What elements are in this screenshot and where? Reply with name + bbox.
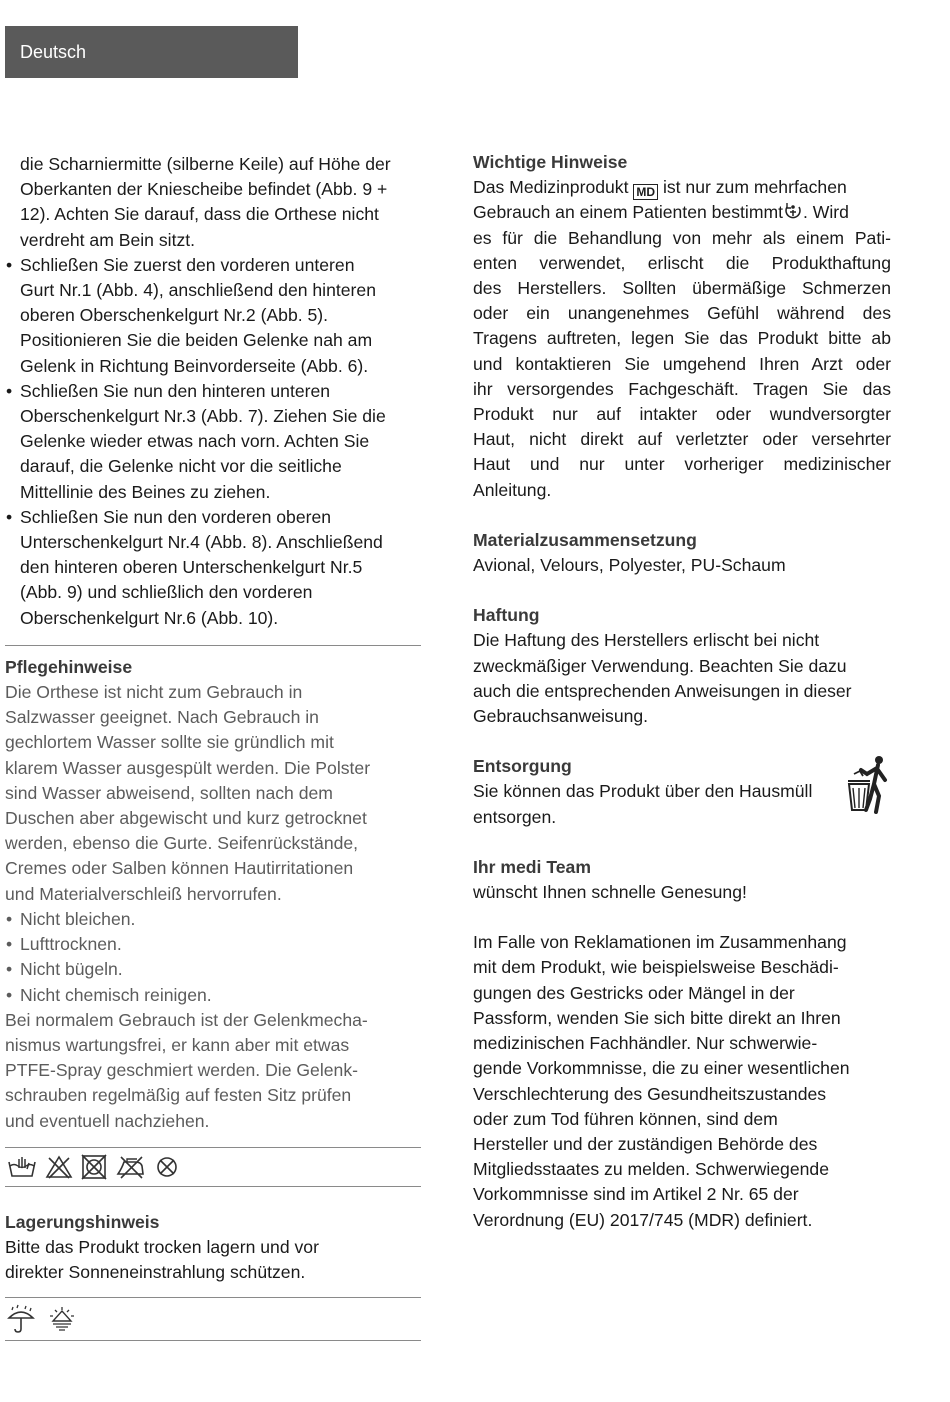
- text-line: Vorkommnisse sind im Artikel 2 Nr. 65 der: [473, 1184, 799, 1205]
- text-line: oberen Oberschenkelgurt Nr.2 (Abb. 5).: [20, 305, 329, 326]
- text-line: den hinteren oberen Unterschenkelgurt Nr.5: [20, 557, 363, 578]
- text-line: klarem Wasser ausgespült werden. Die Polster: [5, 757, 371, 778]
- keep-away-from-sunlight-icon: [47, 1304, 77, 1334]
- medical-device-md-icon: MD: [633, 184, 658, 200]
- text-line: gungen des Gestricks oder Mängel in der: [473, 982, 795, 1003]
- care-bullet-list: [5, 907, 421, 1008]
- text-line: Gebrauchsanweisung.: [473, 706, 649, 727]
- text-line: Passform, wenden Sie sich bitte direkt an Ihren: [473, 1007, 841, 1028]
- text-line: [473, 200, 891, 225]
- care-title: Pflegehinweise: [5, 656, 133, 677]
- list-item: • Nicht chemisch reinigen.: [5, 983, 421, 1008]
- text-line: Haut und nur unter vorheriger medizinischer: [473, 454, 891, 475]
- text-line: und kontaktieren Sie umgehend Ihren Arzt oder: [473, 353, 891, 374]
- text-line: und eventuell nachziehen.: [5, 1110, 210, 1131]
- single-patient-multiple-use-icon: [783, 201, 803, 221]
- text-line: gechlortem Wasser sollte sie gründlich mit: [5, 732, 334, 753]
- text-line: • Schließen Sie nun den vorderen oberen: [20, 506, 332, 527]
- team-title: Ihr medi Team: [473, 856, 591, 877]
- text-line: die Scharniermitte (silberne Keile) auf Höhe der: [20, 154, 391, 174]
- text-line: [473, 175, 891, 200]
- important-notes-title: Wichtige Hinweise: [473, 152, 628, 172]
- text-line: Mitgliedsstaates zu melden. Schwerwiegende: [473, 1159, 829, 1180]
- language-tab: Deutsch: [5, 26, 298, 78]
- text-line: Positionieren Sie die beiden Gelenke nah am: [20, 330, 373, 351]
- text-line: Die Haftung des Herstellers erlischt bei nicht: [473, 630, 820, 651]
- text-line: Verordnung (EU) 2017/745 (MDR) definiert.: [473, 1209, 813, 1230]
- list-item: [5, 253, 421, 379]
- text-line: und Materialverschleiß hervorrufen.: [5, 883, 282, 904]
- text-line: • Schließen Sie nun den hinteren unteren: [20, 380, 331, 401]
- no-tumble-dry-icon: [81, 1154, 107, 1180]
- list-item: [5, 379, 421, 505]
- text-line: Oberschenkelgurt Nr.6 (Abb. 10).: [20, 607, 279, 628]
- text-line: Produkt nur auf intakter oder wundversorgter: [473, 404, 891, 425]
- text-line: 12). Achten Sie darauf, dass die Orthese nicht: [20, 204, 379, 225]
- hand-wash-icon: [7, 1154, 37, 1180]
- list-item: • Nicht bügeln.: [5, 957, 421, 982]
- text-line: • Schließen Sie zuerst den vorderen unteren: [20, 254, 355, 275]
- text-line: darauf, die Gelenke nicht vor die seitliche: [20, 456, 342, 477]
- list-item: [5, 505, 421, 631]
- text-fragment: . Wird: [803, 202, 849, 223]
- text-fragment: ist nur zum mehrfachen: [662, 177, 847, 198]
- text-line: zweckmäßiger Verwendung. Beachten Sie dazu: [473, 655, 847, 676]
- no-dry-clean-icon: [155, 1154, 179, 1180]
- text-line: (Abb. 9) und schließlich den vorderen: [20, 582, 313, 603]
- text-line: schrauben regelmäßig auf festen Sitz prüfen: [5, 1085, 352, 1106]
- storage-title: Lagerungshinweis: [5, 1211, 160, 1232]
- fitting-steps-list: [5, 253, 421, 631]
- liability-section: [473, 603, 891, 729]
- text-line: verdreht am Bein sitzt.: [20, 229, 196, 250]
- list-item: • Lufttrocknen.: [5, 932, 421, 957]
- liability-title: Haftung: [473, 605, 540, 626]
- divider: [5, 1186, 421, 1187]
- text-line: Duschen aber abgewischt und kurz getrocknet: [5, 808, 367, 829]
- text-line: werden, ebenso die Gurte. Seifenrückstände,: [5, 833, 359, 854]
- text-line: Bei normalem Gebrauch ist der Gelenkmecha-: [5, 1009, 368, 1030]
- text-line: Tragens auftreten, legen Sie das Produkt bitte ab: [473, 328, 891, 349]
- text-line: Haut, nicht direkt auf verletzter oder versehrter: [473, 429, 891, 450]
- no-iron-icon: [115, 1154, 147, 1180]
- text-line: oder ein unangenehmes Gefühl während des: [473, 303, 891, 324]
- intro-paragraph: [5, 152, 421, 253]
- text-line: Im Falle von Reklamationen im Zusammenhang: [473, 932, 847, 953]
- complaints-section: [473, 930, 891, 1232]
- text-line: Oberkanten der Kniescheibe befindet (Abb. 9 +: [20, 179, 388, 200]
- team-section: [473, 855, 891, 905]
- text-line: auch die entsprechenden Anweisungen in dieser: [473, 680, 852, 701]
- text-line: Gurt Nr.1 (Abb. 4), anschließend den hinteren: [20, 280, 376, 301]
- text-line: Anleitung.: [473, 479, 552, 500]
- disposal-section: [473, 754, 891, 830]
- text-line: Verschlechterung des Gesundheitszustandes: [473, 1083, 827, 1104]
- text-line: des Herstellers. Sollten übermäßige Schmerzen: [473, 278, 891, 299]
- text-line: entsorgen.: [473, 806, 557, 827]
- team-text: wünscht Ihnen schnelle Genesung!: [473, 882, 747, 903]
- text-line: medizinischen Fachhändler. Nur schwerwie-: [473, 1033, 818, 1054]
- text-line: es für die Behandlung von mehr als einem Pati-: [473, 227, 891, 248]
- right-column: [473, 150, 891, 1233]
- keep-dry-icon: [7, 1304, 35, 1334]
- material-text: Avional, Velours, Polyester, PU-Schaum: [473, 555, 786, 576]
- text-line: Unterschenkelgurt Nr.4 (Abb. 8). Anschließend: [20, 532, 383, 553]
- text-line: Oberschenkelgurt Nr.3 (Abb. 7). Ziehen Sie die: [20, 406, 386, 427]
- household-waste-disposal-icon: [845, 754, 891, 814]
- text-line: Die Orthese ist nicht zum Gebrauch in: [5, 682, 303, 703]
- text-line: Cremes oder Salben können Hautirritationen: [5, 858, 354, 879]
- disposal-title: Entsorgung: [473, 756, 572, 777]
- text-line: oder zum Tod führen können, sind dem: [473, 1108, 778, 1129]
- material-section: [473, 528, 891, 578]
- text-line: mit dem Produkt, wie beispielsweise Beschädi-: [473, 957, 839, 978]
- text-line: Mittellinie des Beines zu ziehen.: [20, 481, 271, 502]
- text-line: gende Vorkommnisse, die zu einer wesentlichen: [473, 1058, 850, 1079]
- text-line: direkter Sonneneinstrahlung schützen.: [5, 1262, 306, 1283]
- no-bleach-icon: [45, 1154, 73, 1180]
- text-line: Hersteller und der zuständigen Behörde des: [473, 1133, 818, 1154]
- material-title: Materialzusammensetzung: [473, 529, 697, 550]
- text-line: enten verwendet, erlischt die Produkthaftung: [473, 252, 891, 273]
- text-fragment: Gebrauch an einem Patienten bestimmt: [473, 202, 784, 223]
- text-line: Bitte das Produkt trocken lagern und vor: [5, 1236, 319, 1257]
- text-line: ihr versorgendes Fachgeschäft. Tragen Sie das: [473, 378, 891, 399]
- text-fragment: Das Medizinprodukt: [473, 177, 629, 198]
- care-symbols-row: [5, 1148, 421, 1186]
- storage-symbols-row: [5, 1298, 421, 1340]
- text-line: Salzwasser geeignet. Nach Gebrauch in: [5, 707, 319, 728]
- important-notes-section: [473, 150, 891, 503]
- text-line: sind Wasser abweisend, sollten nach dem: [5, 782, 333, 803]
- storage-section: [5, 1210, 421, 1286]
- list-item: • Nicht bleichen.: [5, 907, 421, 932]
- left-column: [5, 152, 421, 1341]
- care-section: [5, 655, 421, 1134]
- text-line: nismus wartungsfrei, er kann aber mit etwas: [5, 1034, 350, 1055]
- divider: [5, 1340, 421, 1341]
- text-line: Gelenke wieder etwas nach vorn. Achten Sie: [20, 431, 370, 452]
- text-line: Gelenk in Richtung Beinvorderseite (Abb. 6).: [20, 355, 369, 376]
- text-line: Sie können das Produkt über den Hausmüll: [473, 781, 813, 802]
- text-line: PTFE-Spray geschmiert werden. Die Gelenk-: [5, 1060, 358, 1081]
- divider: [5, 645, 421, 646]
